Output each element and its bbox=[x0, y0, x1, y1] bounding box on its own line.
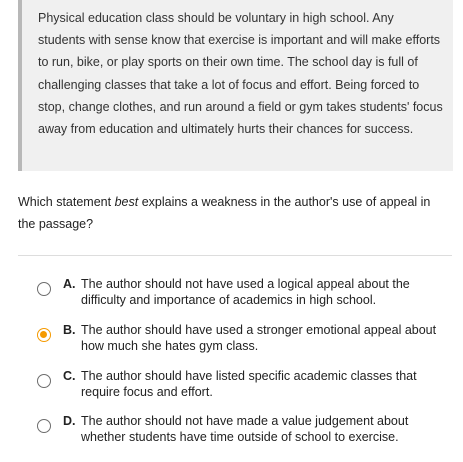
divider bbox=[18, 255, 452, 256]
choice-text-a: The author should not have used a logical appeal about the difficulty and importance of academics in high school. bbox=[81, 277, 410, 307]
passage-box bbox=[18, 0, 453, 171]
radio-button-d[interactable] bbox=[37, 419, 51, 433]
choice-text-d: The author should not have made a value judgement about whether students have time outside of school to exercise. bbox=[81, 414, 409, 444]
choice-text-b: The author should have used a stronger emotional appeal about how much she hates gym class. bbox=[81, 323, 437, 353]
choice-letter-d: D. bbox=[63, 414, 76, 428]
question-emphasis: best bbox=[114, 195, 139, 209]
choice-letter-a: A. bbox=[63, 277, 76, 291]
question-text-before: Which statement bbox=[18, 195, 115, 209]
radio-button-a[interactable] bbox=[37, 282, 51, 296]
radio-button-c[interactable] bbox=[37, 374, 51, 388]
choice-letter-b: B. bbox=[63, 323, 76, 337]
choice-text-c: The author should have listed specific academic classes that require focus and effort. bbox=[81, 369, 417, 399]
choice-letter-c: C. bbox=[63, 369, 76, 383]
radio-button-b-selected[interactable] bbox=[37, 328, 51, 342]
passage-text: Physical education class should be voluntary in high school. Any students with sense know that exercise is important and will make efforts to run, bike, or play sports on their own time. The school day is full of challenging classes that take a lot of focus and effort. Being forced to stop, change clothes, and run around a field or gym takes students' focus away from education and ultimately hurts their chances for success. bbox=[38, 11, 443, 137]
question-prompt bbox=[18, 191, 448, 235]
question-text-after: explains a weakness in the author's use of appeal in the passage? bbox=[18, 195, 431, 231]
